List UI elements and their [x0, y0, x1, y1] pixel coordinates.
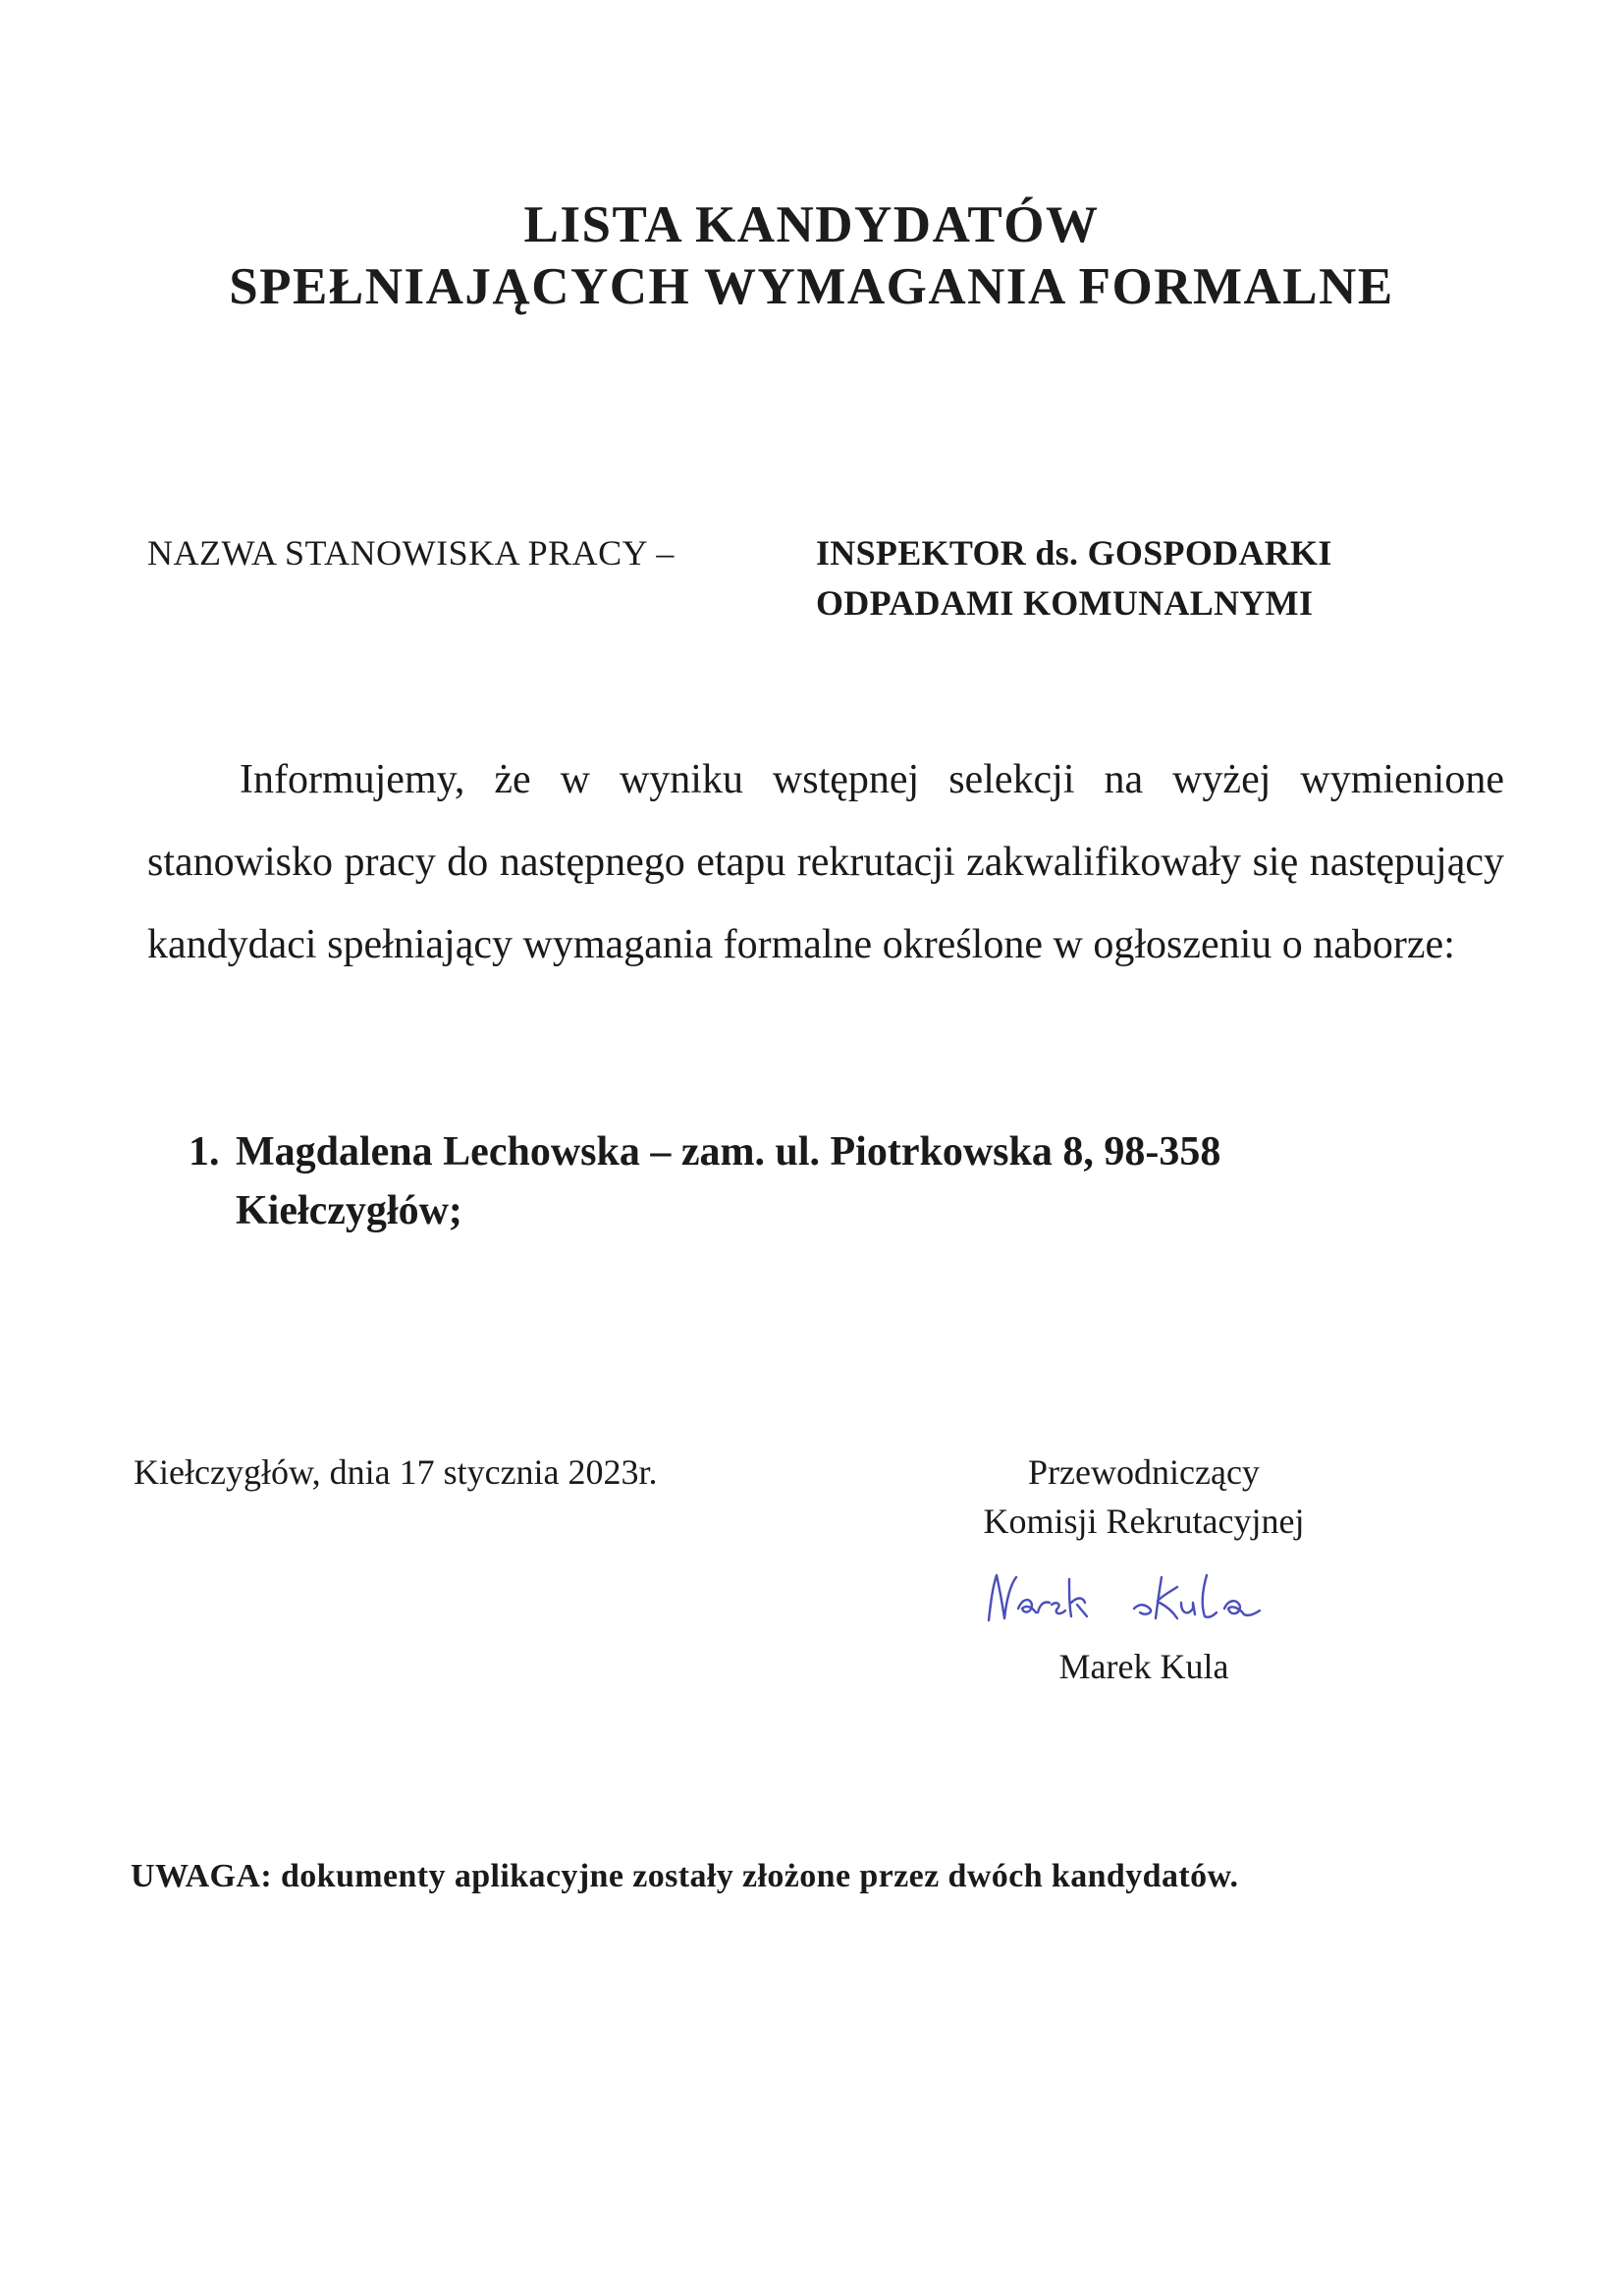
information-paragraph: Informujemy, że w wyniku wstępnej selekcji na wyżej wymienione stanowisko pracy do następnego etapu rekrutacji zakwalifikowały się następujący kandydaci spełniający wymagania formalne określone w ogłoszeniu o naborze:: [147, 757, 1504, 967]
note: UWAGA: dokumenty aplikacyjne zostały złożone przez dwóch kandydatów.: [131, 1858, 1239, 1894]
job-position-label: NAZWA STANOWISKA PRACY –: [147, 533, 675, 573]
title-line-1: LISTA KANDYDATÓW: [523, 196, 1100, 253]
list-item: [189, 1122, 1465, 1240]
candidate-list: [189, 1122, 1465, 1240]
document-title: [0, 194, 1623, 318]
signer-role-line-2: Komisji Rekrutacyjnej: [983, 1502, 1305, 1541]
candidate-details-line-2: Kiełczygłów;: [236, 1188, 462, 1233]
job-position-value-line-2: ODPADAMI KOMUNALNYMI: [816, 583, 1314, 623]
signer-name: Marek Kula: [1058, 1647, 1229, 1686]
candidate-details: [236, 1122, 1465, 1240]
title-line-2: SPEŁNIAJĄCYCH WYMAGANIA FORMALNE: [229, 258, 1394, 315]
signer-role-line-1: Przewodniczący: [1028, 1452, 1260, 1492]
place-and-date: Kiełczygłów, dnia 17 stycznia 2023r.: [134, 1452, 658, 1492]
candidate-number: 1.: [189, 1129, 220, 1175]
signature-block: [913, 1448, 1375, 1691]
job-position-value: [816, 528, 1332, 629]
job-position-value-line-1: INSPEKTOR ds. GOSPODARKI: [816, 533, 1332, 573]
handwritten-signature: [967, 1559, 1321, 1638]
candidate-details-line-1: Magdalena Lechowska – zam. ul. Piotrkowska 8, 98-358: [236, 1129, 1221, 1175]
